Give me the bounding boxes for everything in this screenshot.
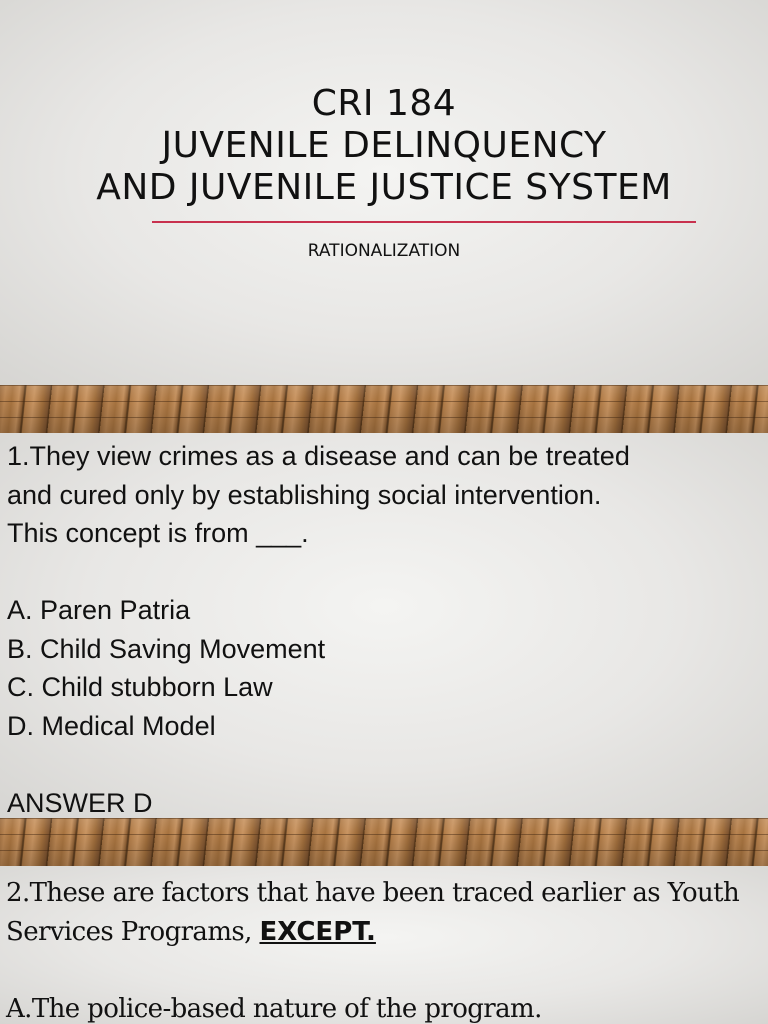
- slide-title-heading: [0, 83, 768, 209]
- spacer: [7, 553, 765, 592]
- except-emphasis: EXCEPT.: [259, 916, 376, 947]
- question-1-line: and cured only by establishing social intervention.: [7, 479, 602, 510]
- option-b: B. Child Saving Movement: [7, 633, 326, 664]
- option-d: D. Medical Model: [7, 710, 216, 741]
- wood-floor-divider: [0, 385, 768, 433]
- question-2-line: [6, 913, 766, 952]
- spacer: [7, 745, 765, 784]
- option-a: A. Paren Patria: [7, 595, 191, 625]
- wood-floor-divider: [0, 818, 768, 866]
- question-1-line: 1.They view crimes as a disease and can be treated: [7, 441, 630, 471]
- slide-question-2: [0, 866, 768, 1024]
- answer-text: ANSWER D: [7, 787, 153, 818]
- option-c: C. Child stubborn Law: [7, 672, 273, 702]
- question-2-block: [6, 874, 766, 1024]
- slide-subtitle: RATIONALIZATION: [307, 241, 461, 261]
- question-1-line: This concept is from ___.: [7, 518, 309, 548]
- question-2-line: 2.These are factors that have been traced earlier as Youth: [6, 878, 740, 908]
- question-1-block: [7, 437, 765, 818]
- title-line-system: AND JUVENILE JUSTICE SYSTEM: [96, 167, 672, 208]
- title-underline: [152, 221, 696, 223]
- title-line-topic: JUVENILE DELINQUENCY: [161, 125, 607, 166]
- option-a: A.The police-based nature of the program.: [6, 993, 542, 1024]
- title-line-course: CRI 184: [311, 83, 457, 124]
- spacer: [6, 951, 766, 990]
- slide-title: [0, 0, 768, 385]
- slide-question-1: [0, 433, 768, 818]
- question-2-text: Services Programs,: [6, 916, 260, 947]
